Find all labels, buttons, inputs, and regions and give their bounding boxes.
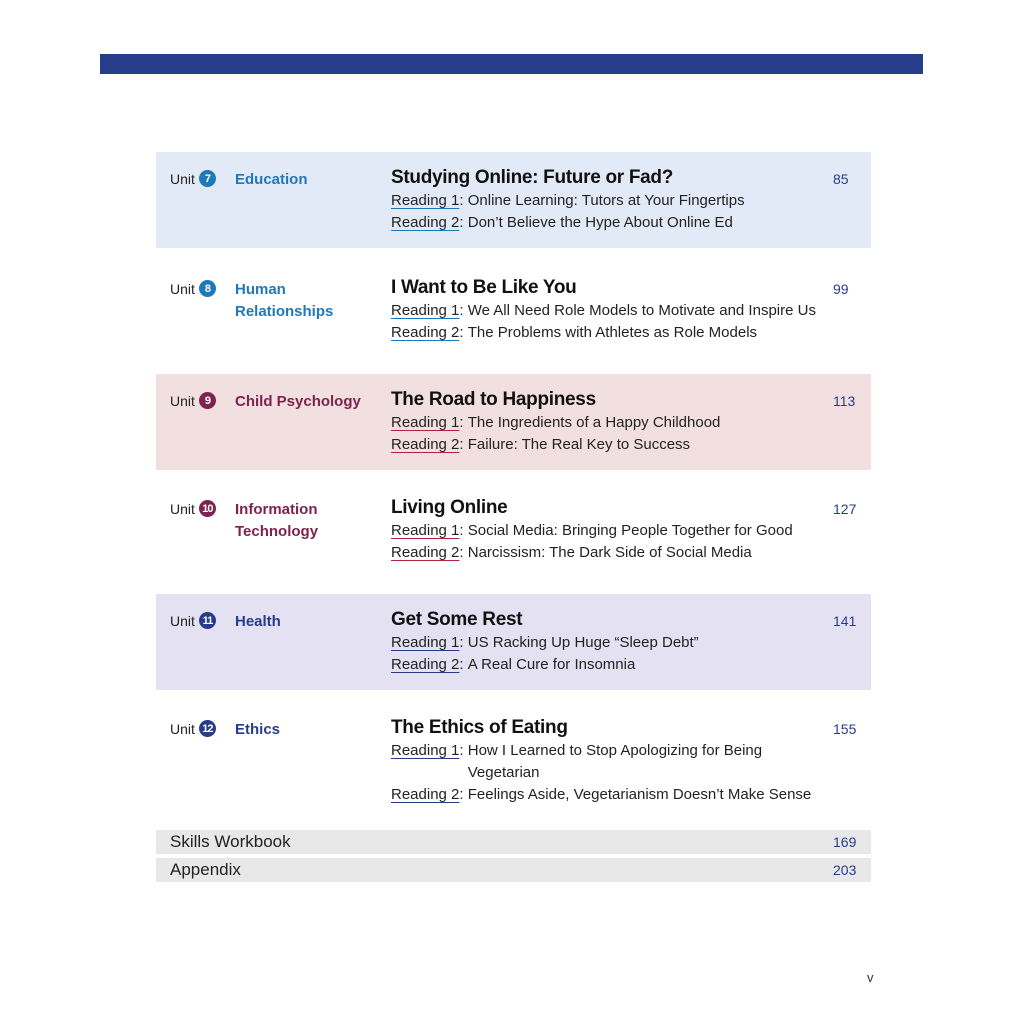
unit-title: Get Some Rest	[391, 609, 523, 630]
reading-sep: :	[459, 786, 464, 803]
reading-title: Failure: The Real Key to Success	[467, 436, 691, 453]
page-folio: v	[867, 970, 874, 985]
reading-2	[391, 434, 831, 456]
reading-title: The Ingredients of a Happy Childhood	[467, 414, 721, 431]
back-matter-label: Skills Workbook	[170, 832, 291, 851]
unit-subject	[235, 279, 385, 323]
reading-2	[391, 784, 831, 806]
unit-12-entry	[156, 702, 871, 820]
unit-subject: Child Psychology	[235, 393, 361, 410]
page-number: 155	[833, 721, 857, 737]
reading-key: Reading 2	[391, 214, 460, 231]
reading-2	[391, 212, 831, 234]
reading-title: Don’t Believe the Hype About Online Ed	[467, 214, 733, 231]
reading-key: Reading 1	[391, 522, 460, 539]
unit-label	[170, 280, 216, 297]
reading-sep: :	[459, 634, 464, 651]
reading-title: US Racking Up Huge “Sleep Debt”	[467, 634, 699, 651]
skills-workbook-row	[156, 830, 871, 854]
unit-10-entry	[156, 482, 871, 578]
unit-label	[170, 500, 216, 517]
unit-11-entry	[156, 594, 871, 690]
reading-1	[391, 632, 831, 654]
reading-key: Reading 2	[391, 436, 460, 453]
reading-key: Reading 1	[391, 414, 460, 431]
unit-subject: Education	[235, 171, 308, 188]
reading-key: Reading 2	[391, 544, 460, 561]
reading-sep: :	[459, 192, 464, 209]
page-number: 127	[833, 501, 857, 517]
reading-key: Reading 2	[391, 786, 460, 803]
unit-title: Studying Online: Future or Fad?	[391, 167, 674, 188]
unit-label	[170, 720, 216, 737]
reading-title: The Problems with Athletes as Role Models	[467, 324, 758, 341]
reading-sep: :	[459, 656, 464, 673]
reading-1	[391, 190, 831, 212]
page-number: 141	[833, 613, 857, 629]
subject-line-1: Human	[235, 281, 286, 298]
unit-label	[170, 612, 216, 629]
unit-word: Unit	[170, 280, 195, 297]
back-matter-label: Appendix	[170, 860, 241, 879]
reading-1	[391, 412, 831, 434]
reading-1	[391, 300, 831, 322]
reading-sep: :	[459, 742, 464, 759]
subject-line-2: Relationships	[235, 303, 334, 320]
reading-key: Reading 2	[391, 656, 460, 673]
reading-2	[391, 322, 831, 344]
reading-sep: :	[459, 544, 464, 561]
reading-key: Reading 1	[391, 192, 460, 209]
unit-number-badge: 8	[199, 280, 216, 297]
unit-word: Unit	[170, 612, 195, 629]
unit-8-entry	[156, 262, 871, 358]
unit-word: Unit	[170, 170, 195, 187]
reading-sep: :	[459, 302, 464, 319]
page-number: 169	[833, 834, 857, 850]
unit-content	[391, 496, 831, 564]
unit-number-badge: 10	[199, 500, 216, 517]
reading-1	[391, 740, 831, 784]
unit-subject: Ethics	[235, 721, 281, 738]
unit-subject	[235, 499, 385, 543]
unit-word: Unit	[170, 720, 195, 737]
unit-content	[391, 388, 831, 456]
unit-word: Unit	[170, 500, 195, 517]
reading-1	[391, 520, 831, 542]
unit-content	[391, 716, 831, 806]
reading-title: Feelings Aside, Vegetarianism Doesn’t Make Sense	[467, 786, 812, 803]
reading-key: Reading 1	[391, 742, 460, 759]
reading-title: Narcissism: The Dark Side of Social Media	[467, 544, 752, 561]
reading-sep: :	[459, 324, 464, 341]
page-number: 203	[833, 862, 857, 878]
appendix-row	[156, 858, 871, 882]
unit-number-badge: 12	[199, 720, 216, 737]
unit-content	[391, 166, 831, 234]
subject-line-1: Information	[235, 501, 318, 518]
unit-title: The Ethics of Eating	[391, 717, 568, 738]
unit-label	[170, 392, 216, 409]
page-number: 85	[833, 171, 849, 187]
unit-label	[170, 170, 216, 187]
reading-sep: :	[459, 214, 464, 231]
unit-title: The Road to Happiness	[391, 389, 596, 410]
reading-title: Social Media: Bringing People Together for Good	[467, 522, 793, 539]
reading-sep: :	[459, 522, 464, 539]
unit-title: I Want to Be Like You	[391, 277, 577, 298]
unit-number-badge: 9	[199, 392, 216, 409]
reading-key: Reading 1	[391, 634, 460, 651]
reading-title: We All Need Role Models to Motivate and Inspire Us	[467, 302, 816, 319]
reading-2	[391, 654, 831, 676]
reading-sep: :	[459, 414, 464, 431]
unit-number-badge: 11	[199, 612, 216, 629]
unit-subject: Health	[235, 613, 281, 630]
reading-sep: :	[459, 436, 464, 453]
unit-number-badge: 7	[199, 170, 216, 187]
reading-title: Online Learning: Tutors at Your Fingertips	[467, 192, 745, 209]
unit-content	[391, 608, 831, 676]
unit-title: Living Online	[391, 497, 508, 518]
reading-title: A Real Cure for Insomnia	[467, 656, 636, 673]
page-number: 99	[833, 281, 849, 297]
unit-content	[391, 276, 831, 344]
reading-title: How I Learned to Stop Apologizing for Being Vegetarian	[467, 742, 763, 781]
subject-line-2: Technology	[235, 523, 319, 540]
unit-word: Unit	[170, 392, 195, 409]
unit-7-entry	[156, 152, 871, 248]
page-number: 113	[833, 393, 856, 409]
reading-key: Reading 2	[391, 324, 460, 341]
header-bar	[100, 54, 923, 74]
reading-2	[391, 542, 831, 564]
reading-key: Reading 1	[391, 302, 460, 319]
unit-9-entry	[156, 374, 871, 470]
